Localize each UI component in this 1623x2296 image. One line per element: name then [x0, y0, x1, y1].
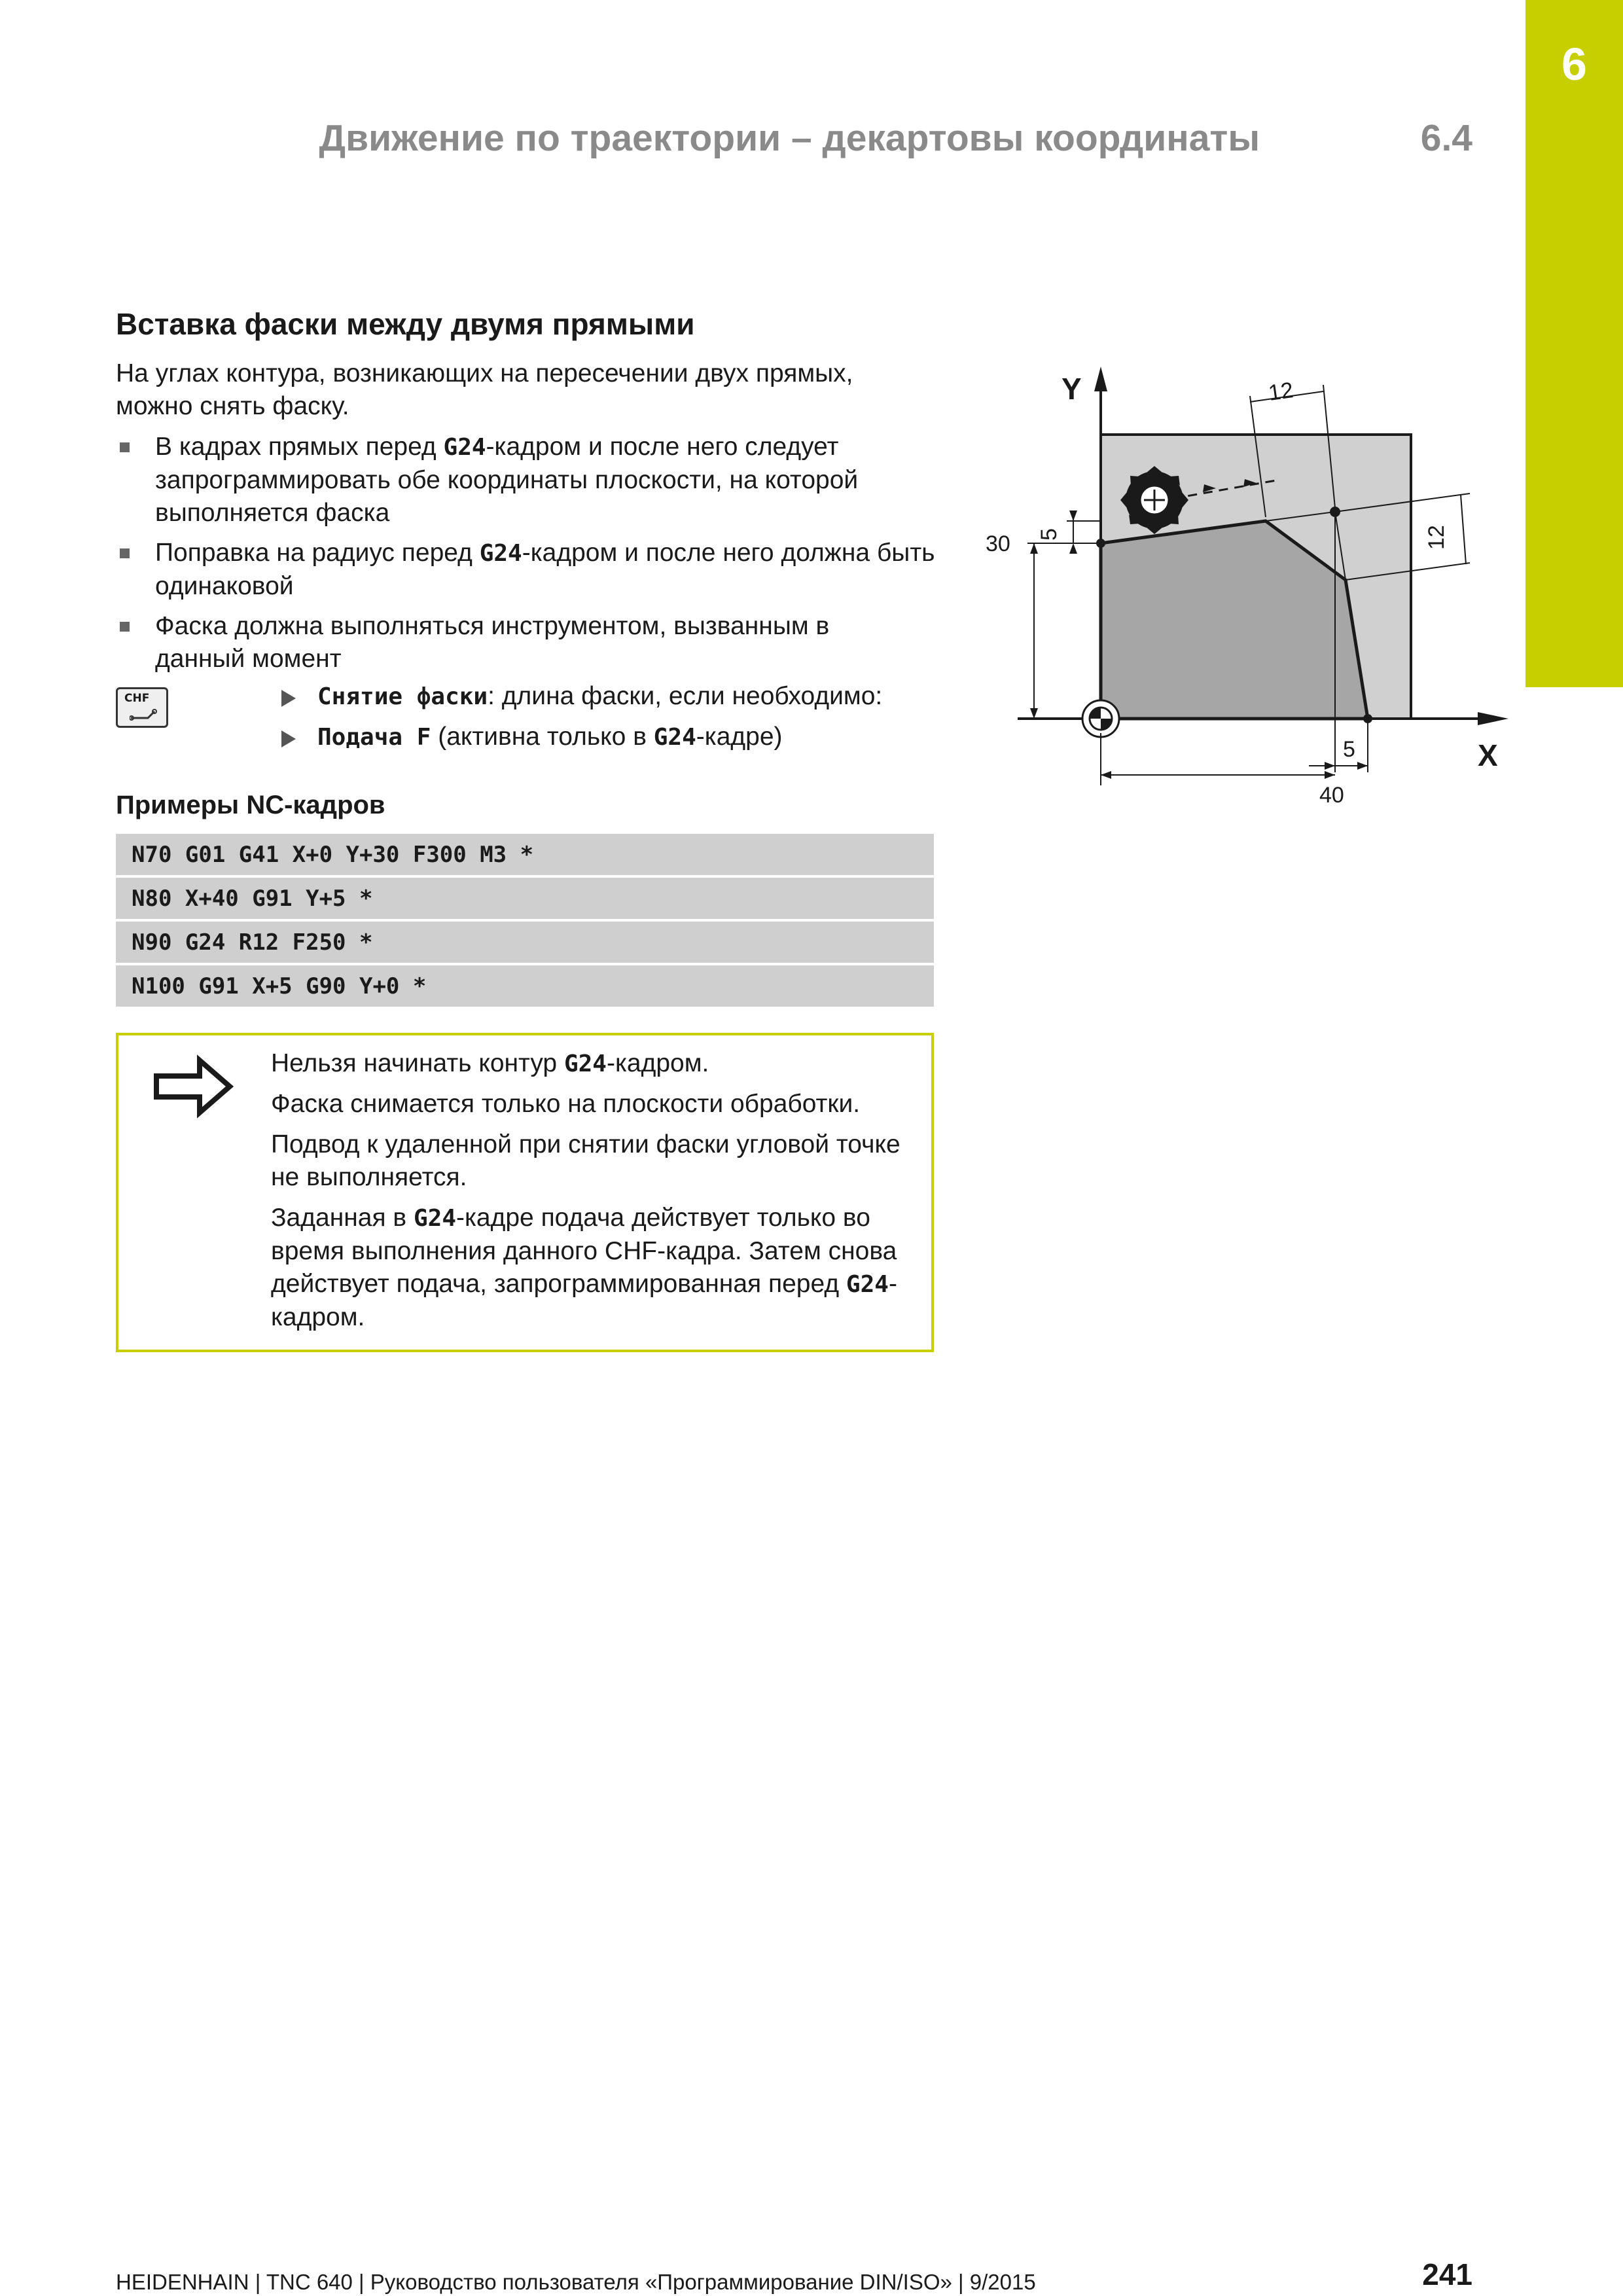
- y-axis-arrow: [1094, 367, 1107, 391]
- dimension-arrow: [1325, 762, 1335, 770]
- bullet-item: [116, 537, 935, 602]
- chamfer-path-icon: [130, 709, 158, 723]
- examples-heading: Примеры NC-кадров: [116, 791, 385, 819]
- footer-text: HEIDENHAIN | TNC 640 | Руководство пользователя «Программирование DIN/ISO» | 9/2015: [116, 2270, 1036, 2294]
- note-paragraph: Нельзя начинать контур G24-кадром.: [271, 1049, 709, 1077]
- bullet-item: [116, 610, 927, 675]
- softkey-code: G24: [653, 724, 696, 751]
- bullet-text: Фаска должна выполняться инструментом, вызванным в данный момент: [155, 612, 830, 673]
- bullet-text: -кадром и после него следует запрограммировать обе координаты плоскости, на которой выполняется фаска: [155, 433, 859, 527]
- bullet-item: [116, 431, 927, 527]
- nc-block-row: [116, 834, 934, 875]
- dimension-arrow: [1030, 708, 1038, 719]
- triangle-bullet-icon: [281, 690, 296, 707]
- section-heading: Вставка фаски между двумя прямыми: [116, 307, 695, 341]
- dimension-arrow: [1357, 762, 1368, 770]
- dimension-label-5-left: 5: [1037, 528, 1061, 541]
- bullet-square-icon: [120, 622, 130, 632]
- note-box: [116, 1033, 934, 1352]
- dimension-arrow: [1101, 771, 1111, 779]
- dimension-label-12-top: 12: [1266, 378, 1295, 406]
- nc-block-row: [116, 878, 934, 919]
- bullet-square-icon: [120, 548, 130, 558]
- dimension-arrow: [1030, 543, 1038, 554]
- nc-block-row: [116, 922, 934, 963]
- nc-block-code: N100 G91 X+5 G90 Y+0 *: [132, 973, 427, 999]
- page-number: 241: [1422, 2257, 1472, 2291]
- chamfer-diagram: [975, 353, 1525, 825]
- dimension-label-5-bottom: 5: [1343, 737, 1355, 762]
- running-header-section: 6.4: [1420, 117, 1472, 159]
- bullet-code: G24: [479, 540, 522, 567]
- dimension-line: [1461, 495, 1466, 564]
- y-axis-label: Y: [1061, 372, 1082, 406]
- chamfer-softkey-label: CHF: [124, 692, 150, 705]
- triangle-bullet-icon: [281, 730, 296, 747]
- chapter-tab: [1525, 0, 1623, 687]
- softkey-term: Снятие фаски: [317, 683, 488, 710]
- arrow-right-outline-icon: [152, 1054, 235, 1119]
- note-paragraph: Заданная в G24-кадре подача действует только во время выполнения данного CHF-кадра. Затем снова действует подача, запрограммированная перед G24-кадром.: [271, 1204, 897, 1331]
- bullet-text: В кадрах прямых перед: [155, 433, 444, 461]
- chapter-number: 6: [1561, 39, 1587, 90]
- nc-block-code: N70 G01 G41 X+0 Y+30 F300 M3 *: [132, 842, 534, 868]
- x-axis-arrow: [1478, 712, 1508, 725]
- nc-block-row: [116, 965, 934, 1007]
- bullet-code: G24: [443, 434, 486, 461]
- milling-cutter-icon: [1120, 466, 1188, 534]
- softkey-term: Подача F: [317, 724, 431, 751]
- softkey-desc: -кадре): [696, 723, 783, 751]
- dimension-arrow: [1069, 511, 1077, 521]
- note-paragraph: Подвод к удаленной при снятии фаски угловой точке не выполняется.: [271, 1130, 901, 1191]
- chamfer-softkey-icon[interactable]: [116, 687, 168, 728]
- origin-icon: [1082, 700, 1119, 737]
- dimension-arrow: [1069, 543, 1077, 554]
- corner-point: [1330, 507, 1340, 517]
- x-axis-label: X: [1478, 738, 1498, 772]
- bullet-text: Поправка на радиус перед: [155, 539, 480, 567]
- running-header-title: Движение по траектории – декартовы координаты: [319, 117, 1260, 159]
- softkey-desc: : длина фаски, если необходимо:: [488, 682, 883, 710]
- dimension-label-40: 40: [1319, 783, 1344, 808]
- nc-block-code: N80 X+40 G91 Y+5 *: [132, 886, 373, 912]
- nc-block-code: N90 G24 R12 F250 *: [132, 929, 373, 956]
- dimension-arrow: [1325, 771, 1335, 779]
- intro-paragraph: На углах контура, возникающих на пересечении двух прямых, можно снять фаску.: [116, 359, 853, 420]
- bullet-text: -кадром и после него должна быть одинаковой: [155, 539, 935, 600]
- softkey-desc: (активна только в: [431, 723, 654, 751]
- bullet-square-icon: [120, 442, 130, 452]
- dimension-label-30: 30: [986, 531, 1010, 556]
- dimension-label-12-right: 12: [1424, 525, 1449, 550]
- note-paragraph: Фаска снимается только на плоскости обработки.: [271, 1090, 861, 1118]
